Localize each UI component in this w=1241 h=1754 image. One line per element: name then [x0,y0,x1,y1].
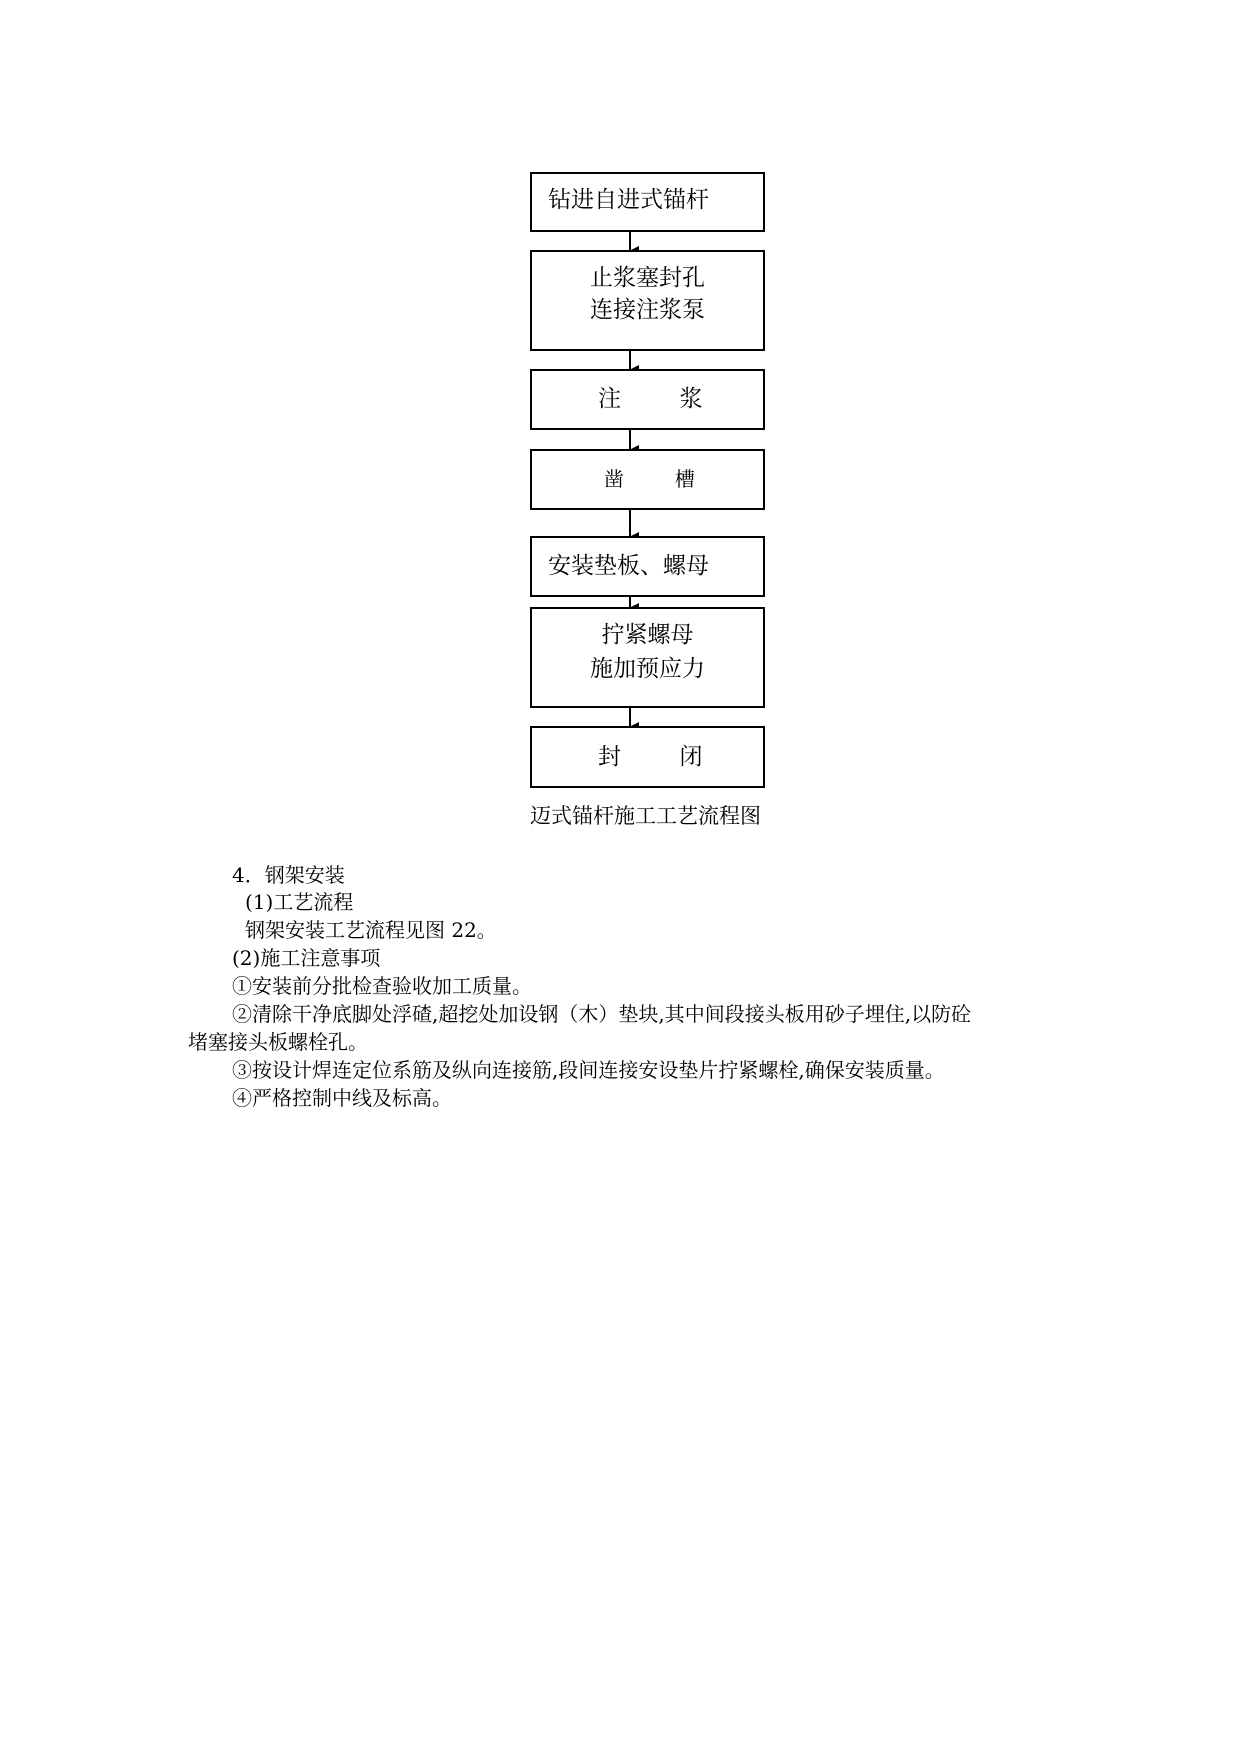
flow-step-label: 连接注浆泵 [590,297,705,323]
flow-step-label: 凿 槽 [604,467,695,491]
flow-step-seal-hole [530,250,765,351]
subsection-heading-notes: (2)施工注意事项 [232,946,381,970]
flow-step-install-plate [530,536,765,597]
flow-step-close [530,726,765,788]
flowchart [0,0,1241,800]
note-item-4: ④严格控制中线及标高。 [232,1086,452,1110]
flow-step-label: 封 闭 [598,744,703,770]
flow-step-drill-anchor [530,172,765,232]
flow-step-label: 止浆塞封孔 [590,265,705,291]
flow-step-label: 施加预应力 [590,656,705,682]
flow-step-label: 安装垫板、螺母 [548,553,709,579]
paragraph-process: 钢架安装工艺流程见图 22。 [245,918,497,942]
section-heading: 4．钢架安装 [232,863,345,887]
note-item-1: ①安装前分批检查验收加工质量。 [232,974,532,998]
note-item-2-continued: 堵塞接头板螺栓孔。 [188,1030,368,1054]
flow-step-prestress [530,607,765,708]
figure-caption: 迈式锚杆施工工艺流程图 [530,804,761,828]
flow-step-label: 注 浆 [598,386,703,412]
flow-step-grouting [530,369,765,430]
subsection-heading-process: (1)工艺流程 [245,890,354,914]
note-item-2: ②清除干净底脚处浮碴,超挖处加设钢（木）垫块,其中间段接头板用砂子埋住,以防砼 [232,1002,972,1026]
note-item-3: ③按设计焊连定位系筋及纵向连接筋,段间连接安设垫片拧紧螺栓,确保安装质量。 [232,1058,945,1082]
flow-step-groove [530,449,765,510]
flow-step-label: 钻进自进式锚杆 [548,187,709,213]
flow-step-label: 拧紧螺母 [601,622,694,648]
